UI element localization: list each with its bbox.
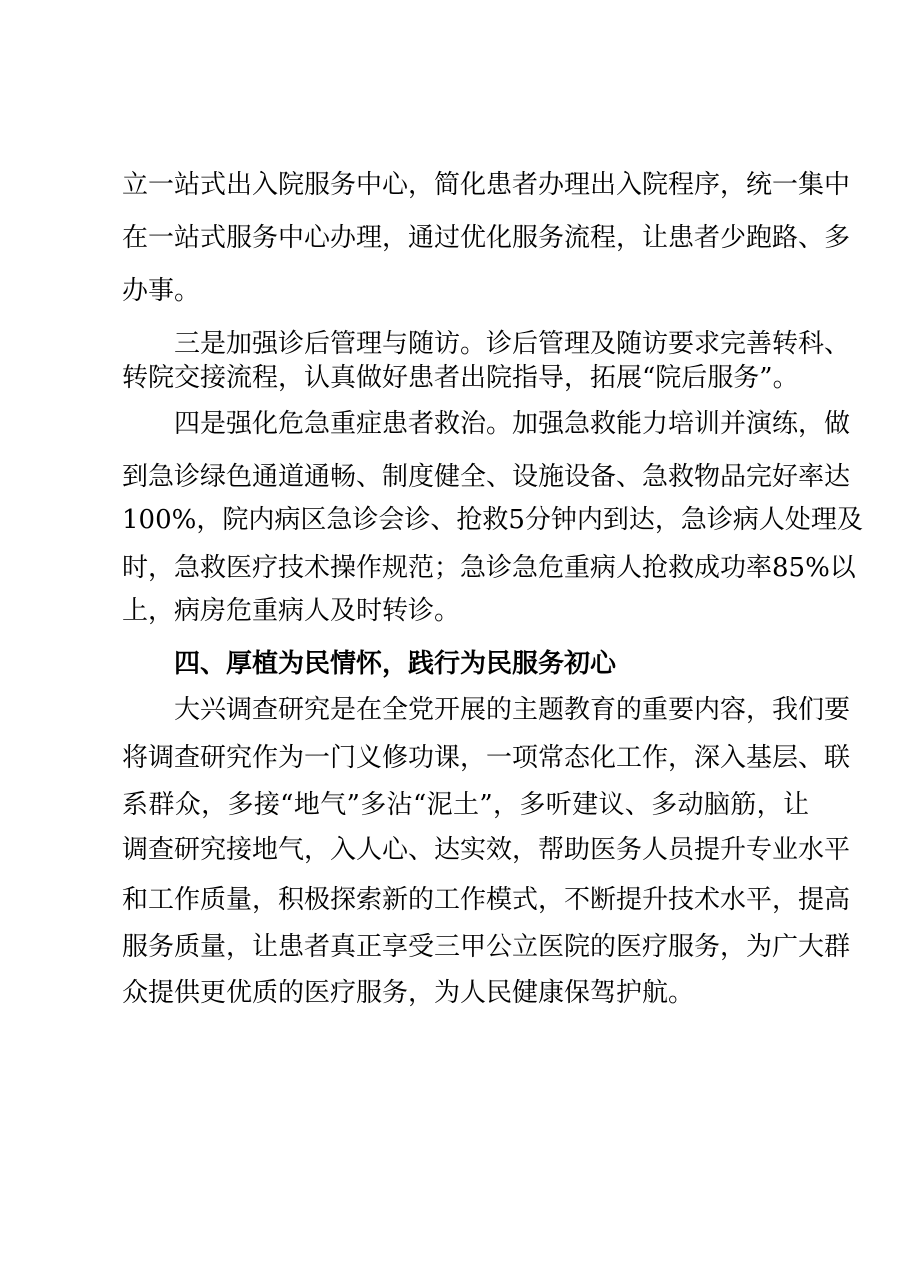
body-text-line: 上，病房危重病人及时转诊。 [122,596,461,626]
body-text-line: 系群众，多接“地气”多沾“泥土”，多听建议、多动脑筋，让 [122,790,809,820]
body-text-line: 时，急救医疗技术操作规范；急诊急危重病人抢救成功率85%以 [122,553,856,583]
body-text-line: 立一站式出入院服务中心，简化患者办理出入院程序，统一集中 [122,170,851,200]
paragraph-first-line: 四是强化危急重症患者救治。加强急救能力培训并演练，做 [174,409,851,439]
body-text-line: 将调查研究作为一门义修功课，一项常态化工作，深入基层、联 [122,743,851,773]
paragraph-first-line: 大兴调查研究是在全党开展的主题教育的重要内容，我们要 [174,695,851,725]
section-heading: 四、厚植为民情怀，践行为民服务初心 [174,649,617,679]
body-text-line: 调查研究接地气，入人心、达实效，帮助医务人员提升专业水平 [122,835,851,865]
body-text-line: 众提供更优质的医疗服务，为人民健康保驾护航。 [122,978,695,1008]
body-text-line: 服务质量，让患者真正享受三甲公立医院的医疗服务，为广大群 [122,932,851,962]
body-text-line: 办事。 [122,276,201,306]
paragraph-first-line: 三是加强诊后管理与随访。诊后管理及随访要求完善转科、 [174,329,851,359]
body-text-line: 100%，院内病区急诊会诊、抢救5分钟内到达，急诊病人处理及 [122,505,863,535]
body-text-line: 和工作质量，积极探索新的工作模式，不断提升技术水平，提高 [122,885,851,915]
body-text-line: 到急诊绿色通道通畅、制度健全、设施设备、急救物品完好率达 [122,462,851,492]
body-text-line: 转院交接流程，认真做好患者出院指导，拓展“院后服务”。 [122,363,799,393]
body-text-line: 在一站式服务中心办理，通过优化服务流程，让患者少跑路、多 [122,223,851,253]
